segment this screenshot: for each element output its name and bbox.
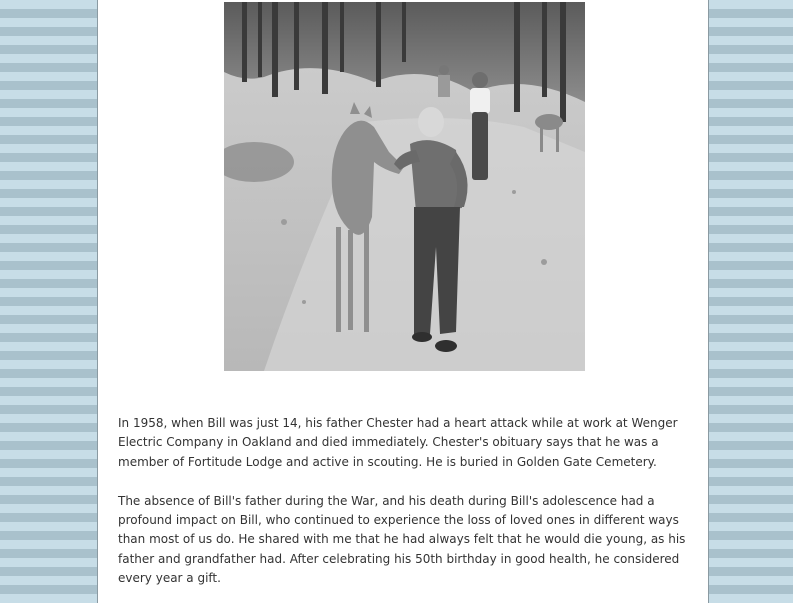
paragraph-father-death: In 1958, when Bill was just 14, his father Chester had a heart attack while at work at Wenger Electric Company in Oakland and died immediately. Chester's obituary says that he was a member of Fortitude Lodge and active in scouting. He is buried in Golden Gate Cemetery. [118,416,678,469]
photo-girl [470,72,490,180]
photo-distant-figure [438,65,450,97]
content-panel [97,0,709,603]
article-text [118,414,698,603]
vintage-photo [224,2,585,371]
photo-illustration [224,2,585,371]
paragraph-impact: The absence of Bill's father during the War, and his death during Bill's adolescence had a profound impact on Bill, who continued to experience the loss of loved ones in different ways than most of us do. He shared with me that he had always felt that he would die young, as his father and grandfather had. After celebrating his 50th birthday in good health, he considered every year a gift. [118,493,686,586]
